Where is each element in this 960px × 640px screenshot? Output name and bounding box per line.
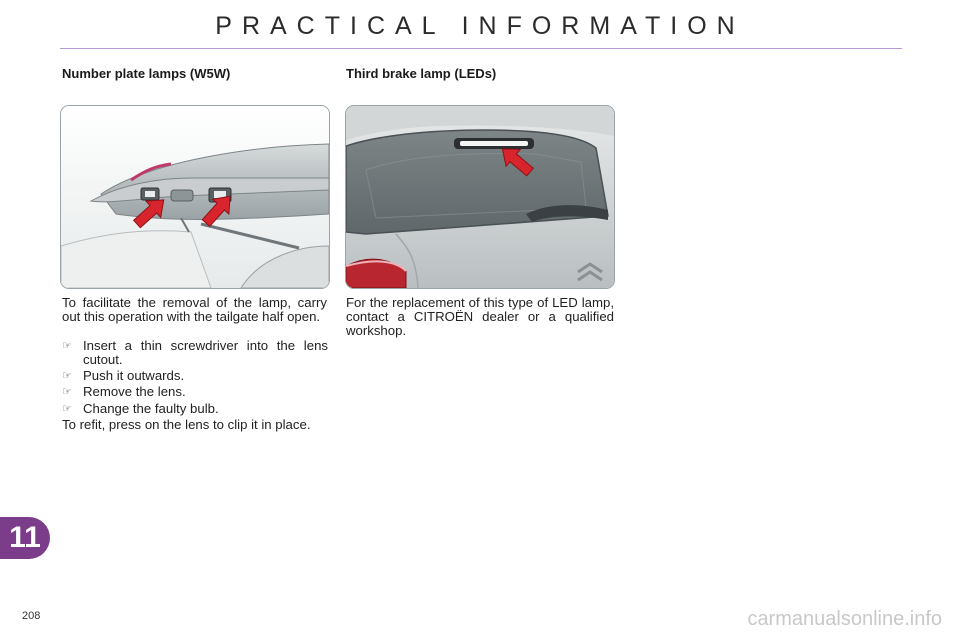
dealer-paragraph: For the replacement of this type of LED lamp, contact a CITROËN dealer or a qualified workshop. (346, 295, 614, 339)
step-text: Change the faulty bulb. (83, 401, 219, 416)
chapter-number: 11 (9, 521, 41, 554)
hand-pointer-icon: ☞ (62, 386, 72, 398)
step-text: Push it outwards. (83, 368, 185, 383)
number-plate-lamps-illustration (60, 105, 330, 289)
hand-pointer-icon: ☞ (62, 403, 72, 415)
header-divider (60, 48, 902, 49)
watermark: carmanualsonline.info (747, 608, 942, 630)
hand-pointer-icon: ☞ (62, 340, 72, 352)
page-number: 208 (22, 610, 41, 622)
step-text: Insert a thin screwdriver into the lens cutout. (83, 338, 328, 368)
refit-paragraph: To refit, press on the lens to clip it in place. (62, 417, 311, 432)
third-brake-lamp-illustration (345, 105, 615, 289)
intro-paragraph: To facilitate the removal of the lamp, carry out this operation with the tailgate half open. (62, 295, 327, 325)
section-title-third-brake-lamp: Third brake lamp (LEDs) (346, 66, 497, 81)
step-text: Remove the lens. (83, 384, 186, 399)
section-title-number-plate-lamps: Number plate lamps (W5W) (62, 66, 231, 81)
hand-pointer-icon: ☞ (62, 370, 72, 382)
page-title: PRACTICAL INFORMATION (215, 12, 745, 40)
